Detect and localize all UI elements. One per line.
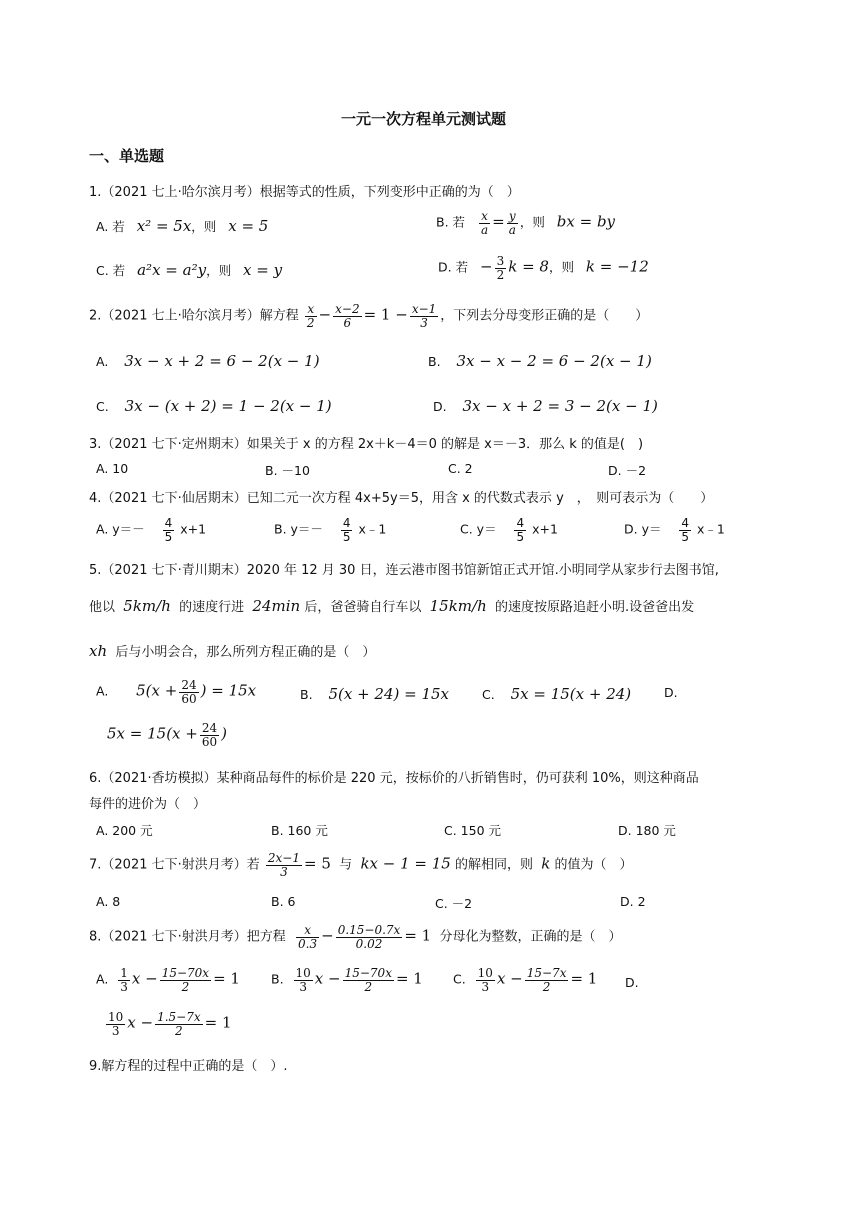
question-9-stem: 9.解方程的过程中正确的是（ ）. [89,1059,288,1074]
q8-option-b: B. $\frac{10}{3}$ x − $\frac{15-70x}{2}$ = 1 [271,966,423,994]
q2-option-c: C. 3x − (x + 2) = 1 − 2(x − 1) [96,397,332,415]
page-title: 一元一次方程单元测试题 [341,110,507,128]
q6-option-b: B. 160 元 [271,823,328,838]
question-6-line-2: 每件的进价为（ ） [89,797,207,812]
q5-option-b: B. 5(x + 24) = 15x [300,685,450,703]
q4-option-a: A. y＝－ $\frac{4}{5}$ x+1 [96,516,207,544]
q6-option-a: A. 200 元 [96,823,153,838]
q4-option-b: B. y＝－ $\frac{4}{5}$ x﹣1 [274,516,387,544]
question-2-stem: 2.（2021 七上·哈尔滨月考）解方程 $\frac{x}{2}$ − $\frac{x-2}{6}$ = 1 − $\frac{x-1}{3}$ ，下列去分母变形正确的是（ ） [89,302,649,330]
question-5-line-1: 5.（2021 七下·青川期末）2020 年 12 月 30 日，连云港市图书馆新馆正式开馆.小明同学从家步行去图书馆, [89,563,719,578]
q5-option-a: A. 5(x + $\frac{24}{60}$ ) = 15x [96,678,257,706]
q1-option-b: B. 若 $\frac{x}{a}$ = $\frac{y}{a}$ ，则 bx = by [436,209,616,237]
q4-option-c: C. y＝ $\frac{4}{5}$ x+1 [460,516,558,544]
question-4-stem: 4.（2021 七下·仙居期末）已知二元一次方程 4x+5y＝5，用含 x 的代数式表示 y ， 则可表示为（ ） [89,491,714,506]
q7-option-d: D. 2 [620,894,646,909]
q8-option-d-label: D. [625,975,639,990]
q5-option-d: 5x = 15(x + $\frac{24}{60}$ ) [107,721,227,749]
q7-option-b: B. 6 [271,894,296,909]
q8-option-c: C. $\frac{10}{3}$ x − $\frac{15-7x}{2}$ = 1 [453,966,598,994]
question-3-stem: 3.（2021 七下·定州期末）如果关于 x 的方程 2x＋k－4＝0 的解是 x＝－3．那么 k 的值是( ) [89,437,644,452]
q5-option-d-label: D. [664,685,678,700]
q2-option-b: B. 3x − x − 2 = 6 − 2(x − 1) [428,352,652,370]
q6-option-c: C. 150 元 [444,823,502,838]
q2-option-d: D. 3x − x + 2 = 3 − 2(x − 1) [433,397,658,415]
q1-option-d: D. 若 − $\frac{3}{2}$ k = 8，则 k = −12 [438,254,649,282]
q3-option-a: A. 10 [96,461,129,476]
q7-option-c: C. －2 [435,896,473,911]
q1-option-a: A. 若 x² = 5x，则 x = 5 [96,217,269,235]
question-8-stem: 8.（2021 七下·射洪月考）把方程 $\frac{x}{0.3}$ − $\frac{0.15-0.7x}{0.02}$ = 1 分母化为整数，正确的是（ ） [89,923,622,951]
section-heading: 一、单选题 [89,147,165,165]
q1-option-c: C. 若 a²x = a²y，则 x = y [96,261,283,279]
q8-option-d: $\frac{10}{3}$ x − $\frac{1.5-7x}{2}$ = 1 [108,1010,232,1038]
question-5-line-3: xh 后与小明会合，那么所列方程正确的是（ ） [89,642,376,660]
q4-option-d: D. y＝ $\frac{4}{5}$ x﹣1 [624,516,725,544]
q6-option-d: D. 180 元 [618,823,676,838]
question-1-stem: 1.（2021 七上·哈尔滨月考）根据等式的性质，下列变形中正确的为（ ） [89,185,520,200]
q8-option-a: A. $\frac{1}{3}$ x − $\frac{15-70x}{2}$ = 1 [96,966,240,994]
q7-option-a: A. 8 [96,894,121,909]
q3-option-c: C. 2 [448,461,473,476]
q2-option-a: A. 3x − x + 2 = 6 − 2(x − 1) [96,352,320,370]
q5-option-c: C. 5x = 15(x + 24) [482,685,632,703]
q3-option-b: B. －10 [265,463,310,478]
question-5-line-2: 他以 5km/h 的速度行进 24min 后，爸爸骑自行车以 15km/h 的速度按原路追赶小明.设爸爸出发 [89,597,695,615]
question-7-stem: 7.（2021 七下·射洪月考）若 $\frac{2x-1}{3}$ = 5 与 kx − 1 = 15 的解相同，则 k 的值为（ ） [89,851,633,879]
q3-option-d: D. －2 [608,463,647,478]
question-6-line-1: 6.（2021·香坊模拟）某种商品每件的标价是 220 元，按标价的八折销售时，仍可获利 10%，则这种商品 [89,771,699,786]
